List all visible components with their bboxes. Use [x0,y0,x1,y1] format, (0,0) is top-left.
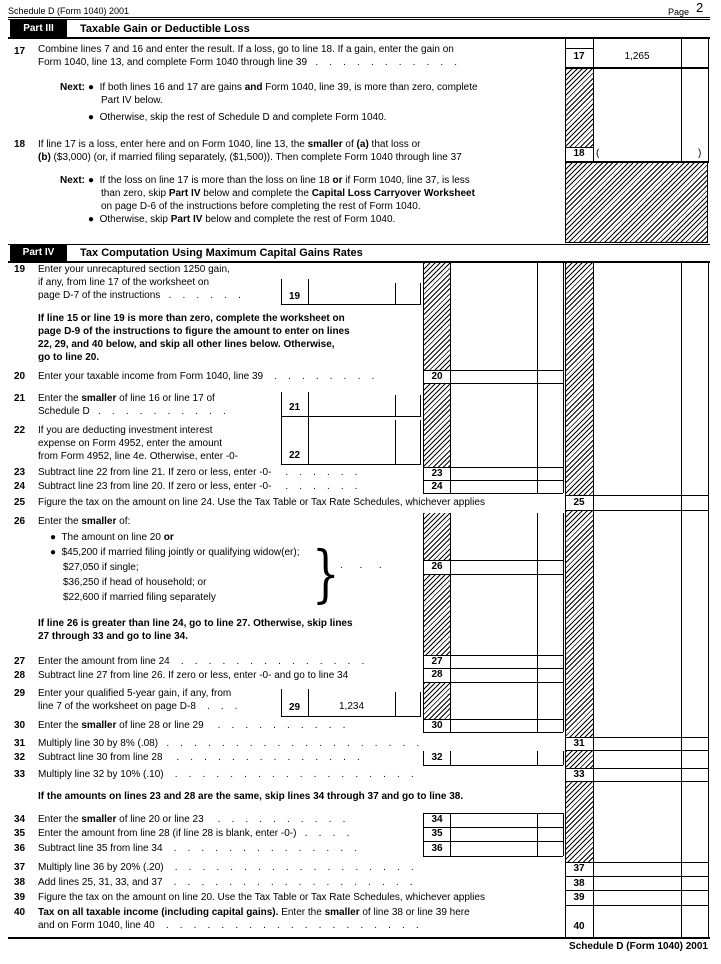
line-17-amount-cell[interactable] [594,49,681,66]
grid-mid-edge-border [563,813,564,856]
line-25-box-number: 25 [573,497,585,508]
hatch-17-18 [566,69,593,147]
line-32-row-bottom [423,765,563,766]
line-30-text: Enter the smaller of line 28 or line 29 . . . . . . . . . . [38,720,346,731]
line-39-text: Figure the tax on the amount on line 20. Use the Tax Table or Tax Rate Schedules, whichever applies [38,892,485,903]
line-24-number: 24 [14,481,26,492]
line-35-number: 35 [14,828,26,839]
line-28-amount-cell[interactable] [451,669,537,682]
line-32-box-tick [537,751,538,765]
grid-mid-cents-border [537,813,538,856]
part4-title: Tax Computation Using Maximum Capital Gains Rates [80,247,363,259]
hatch-right-25-31 [566,511,593,737]
part4-band-bottom-rule [8,261,710,263]
line-18-next-bullet2-text: ● Otherwise, skip Part IV below and complete the rest of Form 1040. [88,214,396,225]
line-30-number: 30 [14,720,26,731]
part3-title: Taxable Gain or Deductible Loss [80,23,250,35]
line-29-box-bottom [281,716,421,717]
note-26-text-1: If line 26 is greater than line 24, go to line 27. Otherwise, skip lines [38,618,353,629]
hatch-mid-28-30 [424,683,450,719]
line-23-text: Subtract line 22 from line 21. If zero or less, enter -0- . . . . . . [38,467,358,478]
grid-mid-numcol-border [450,513,451,732]
line-32-amount-cell[interactable] [451,752,537,765]
line-24-box-number: 24 [431,481,443,492]
line-40-text-2: and on Form 1040, line 40 . . . . . . . . . . . . . . . . . . . [38,920,419,931]
line-17-next-bullet2-text: ● Otherwise, skip the rest of Schedule D and complete Form 1040. [88,112,387,123]
line-26-bullet-1: ● The amount on line 20 or [50,532,174,543]
note-19-text-3: 22, 29, and 40 below, and skip all other lines below. Otherwise, [38,339,335,350]
grid-right-numcol-border [593,263,594,938]
line-18-text-1: If line 17 is a loss, enter here and on Form 1040, line 13, the smaller of (a) that loss or [38,139,421,150]
header-rule [8,17,710,18]
line-36-amount-cell[interactable] [451,843,537,856]
line-23-number: 23 [14,467,26,478]
line-18-open-paren: ( [596,148,600,159]
line-22-box-tick [395,420,396,465]
note-33-text: If the amounts on lines 23 and 28 are the same, skip lines 34 through 37 and go to line 38. [38,791,464,802]
line-32-text: Subtract line 30 from line 28 . . . . . . . . . . . . . . [38,752,360,763]
line-35-box-number: 35 [431,828,443,839]
line-37-box-number: 37 [573,863,585,874]
line-37-text: Multiply line 36 by 20% (.20) . . . . . . . . . . . . . . . . . . [38,862,414,873]
line-36-row-bottom [423,856,563,857]
hatch-mid-20-23 [424,384,450,467]
line-17-box-top [565,48,593,49]
line-19-box-tick [395,283,396,305]
line-21-text-2: Schedule D . . . . . . . . . . [38,406,226,417]
line-31-amount-cell[interactable] [594,738,681,750]
line-19-text-1: Enter your unrecaptured section 1250 gain, [38,264,230,275]
grid-right-cents-border [681,39,682,163]
line-37-amount-cell[interactable] [594,863,681,876]
line-37-number: 37 [14,862,26,873]
line-20-text: Enter your taxable income from Form 1040, line 39 . . . . . . . . [38,371,375,382]
line-29-box-tick [395,692,396,717]
grid-right-cents-border [681,263,682,938]
line-21-text-1: Enter the smaller of line 16 or line 17 of [38,393,215,404]
line-22-box-tick [420,420,421,465]
line-26-amount-cell[interactable] [451,561,537,574]
line-18-next-bullet1-text-3: on page D-6 of the instructions before completing the rest of Form 1040. [101,201,421,212]
line-29-amount-cell[interactable] [309,692,394,716]
line-18-next-bullet1-text-2: than zero, skip Part IV below and complete the Capital Loss Carryover Worksheet [101,188,475,199]
line-33-number: 33 [14,769,26,780]
line-19-text-2: if any, from line 17 of the worksheet on [38,277,210,288]
footer-rule [8,937,710,939]
part3-label: Part III [10,20,67,37]
line-25-text: Figure the tax on the amount on line 24. Use the Tax Table or Tax Rate Schedules, whichever applies [38,497,485,508]
line-34-box-number: 34 [431,814,443,825]
line-19-box-tick [420,283,421,305]
part4-label: Part IV [10,245,67,261]
line-31-text: Multiply line 30 by 8% (.08) . . . . . . . . . . . . . . . . . . . [38,738,420,749]
line-38-box-number: 38 [573,878,585,889]
line-21-amount-cell[interactable] [309,394,395,416]
line-26-bullet-2d: $22,600 if married filing separately [63,592,216,603]
line-31-number: 31 [14,738,26,749]
line-39-amount-cell[interactable] [594,891,681,905]
line-18-next-bullet1-text-1: ● If the loss on line 17 is more than the loss on line 18 or if Form 1040, line 37, is less [88,175,470,186]
line-34-text: Enter the smaller of line 20 or line 23 . . . . . . . . . . [38,814,346,825]
line-30-row-bottom [423,732,563,733]
line-38-number: 38 [14,877,26,888]
grid-mid-edge-border [563,513,564,732]
line-26-brace: } [312,537,340,610]
line-35-text: Enter the amount from line 28 (if line 28 is blank, enter -0-) . . . . [38,828,350,839]
line-27-box-number: 27 [431,656,443,667]
line-18-amount-cell[interactable] [594,147,708,161]
line-22-text-2: expense on Form 4952, enter the amount [38,438,223,449]
line-27-text: Enter the amount from line 24 . . . . . . . . . . . . . . [38,656,365,667]
footer-form-title: Schedule D (Form 1040) 2001 [569,941,708,952]
line-21-box-tick [420,395,421,417]
line-23-amount-cell[interactable] [451,468,537,480]
line-40-box-number: 40 [573,921,585,932]
line-26-box-number: 26 [431,561,443,572]
line-19-text-3: page D-7 of the instructions . . . . . . [38,290,241,301]
line-27-number: 27 [14,656,26,667]
line-38-text: Add lines 25, 31, 33, and 37 . . . . . . . . . . . . . . . . . . [38,877,413,888]
line-29-text-1: Enter your qualified 5-year gain, if any, from [38,688,232,699]
line-24-amount-cell[interactable] [451,481,537,493]
line-28-text: Subtract line 27 from line 26. If zero or less, enter -0- and go to line 34 [38,670,349,681]
line-40-number: 40 [14,907,26,918]
hatch-right-33-37 [566,782,593,862]
part3-band-top-rule [8,19,710,20]
grid-mid-cents-border [537,513,538,732]
line-40-amount-cell[interactable] [594,906,681,937]
line-34-amount-cell[interactable] [451,814,537,827]
line-29-box-tick [420,692,421,717]
line-22-box-bottom [281,464,421,465]
line-20-number: 20 [14,371,26,382]
line-26-bullet-2c: $36,250 if head of household; or [63,577,207,588]
line-18-close-paren: ) [698,148,702,159]
grid-right-edge-border [708,39,709,163]
line-21-box-tick [395,395,396,417]
line-17-next-bullet1-text-1: ● If both lines 16 and 17 are gains and Form 1040, line 39, is more than zero, complete [88,82,478,93]
line-27-amount-cell[interactable] [451,656,537,668]
line-33-amount-cell[interactable] [594,769,681,781]
line-20-amount-cell[interactable] [451,371,537,383]
line-18-text-2: (b) ($3,000) (or, if married filing separately, ($1,500)). Then complete Form 1040 through line 37 [38,152,462,163]
line-33-text: Multiply line 32 by 10% (.10) . . . . . . . . . . . . . . . . . . [38,769,414,780]
line-34-number: 34 [14,814,26,825]
line-24-text: Subtract line 23 from line 20. If zero or less, enter -0- . . . . . . [38,481,358,492]
line-22-amount-cell[interactable] [309,419,395,464]
line-32-box-tick [563,751,564,765]
grid-mid-edge-border [563,263,564,493]
line-23-box-number: 23 [431,468,443,479]
grid-right-edge-border [708,263,709,938]
line-35-amount-cell[interactable] [451,828,537,841]
line-28-box-number: 28 [431,669,443,680]
line-18-next-label: Next: [60,175,86,186]
line-17-box-number: 17 [573,51,585,62]
line-26-dot-leader: . . . [340,560,382,571]
line-36-text: Subtract line 35 from line 34 . . . . . . . . . . . . . . [38,843,357,854]
header-page-word: Page [668,7,690,17]
hatch-mid-above-26 [424,513,450,560]
line-35-36-divider [423,841,563,842]
line-29-text-2: line 7 of the worksheet on page D-8 . . . [38,701,238,712]
hatch-right-above-25 [566,263,593,495]
hatch-mid-above-20 [424,263,450,370]
hatch-part3-block [565,162,708,243]
line-32-number: 32 [14,752,26,763]
line-19-amount-cell[interactable] [309,282,395,304]
note-19-text-2: page D-9 of the instructions to figure the amount to enter on lines [38,326,350,337]
line-29-amount-value: 1,234 [338,701,365,712]
line-22-text-3: from Form 4952, line 4e. Otherwise, enter -0- [38,451,239,462]
line-21-box-number: 21 [288,402,301,413]
line-17-text-2: Form 1040, line 13, and complete Form 1040 through line 39 . . . . . . . . . . . [38,57,458,68]
line-19-box-bottom [281,304,421,305]
line-22-text-1: If you are deducting investment interest [38,425,213,436]
note-26-text-2: 27 through 33 and go to line 34. [38,631,189,642]
line-39-box-number: 39 [573,892,585,903]
line-29-number: 29 [14,688,26,699]
line-17-text-1: Combine lines 7 and 16 and enter the result. If a loss, go to line 18. If a gain, enter the gain on [38,44,454,55]
line-28-number: 28 [14,670,26,681]
line-31-box-number: 31 [573,738,585,749]
line-36-number: 36 [14,843,26,854]
header-page-number: 2 [696,0,704,15]
line-25-amount-cell[interactable] [594,496,681,510]
line-26-number: 26 [14,516,26,527]
line-20-box-number: 20 [431,371,443,382]
note-19-text-1: If line 15 or line 19 is more than zero, complete the worksheet on [38,313,345,324]
line-26-bullet-2: ● $45,200 if married filing jointly or qualifying widow(er); [50,547,300,558]
header-form-title: Schedule D (Form 1040) 2001 [8,6,130,16]
line-22-number: 22 [14,425,26,436]
hatch-mid-26-27 [424,575,450,655]
part4-band-top-rule [8,244,710,245]
line-17-next-label: Next: [60,82,86,93]
hatch-right-31-33 [566,751,593,768]
line-33-box-number: 33 [573,769,585,780]
line-32-box-number: 32 [431,752,443,763]
line-39-number: 39 [14,892,26,903]
line-38-amount-cell[interactable] [594,877,681,890]
line-19-number: 19 [14,264,26,275]
line-26-text: Enter the smaller of: [38,516,131,527]
line-29-box-number: 29 [288,702,301,713]
part3-band-bottom-rule [8,37,710,39]
line-30-amount-cell[interactable] [451,720,537,732]
line-19-box-number: 19 [288,291,301,302]
line-25-number: 25 [14,497,26,508]
line-17-next-bullet1-text-2: Part IV below. [101,95,163,106]
grid-mid-cents-border [537,263,538,493]
line-40-text-1: Tax on all taxable income (including capital gains). Enter the smaller of line 38 or line 39 here [38,907,470,918]
line-22-box-number: 22 [288,450,301,461]
line-18-box-number: 18 [573,148,585,159]
line-30-box-number: 30 [431,720,443,731]
line-18-number: 18 [14,139,26,150]
note-19-text-4: go to line 20. [38,352,100,363]
line-26-bullet-2b: $27,050 if single; [63,562,139,573]
line-21-number: 21 [14,393,26,404]
line-24-row-bottom [423,493,563,494]
line-36-box-number: 36 [431,843,443,854]
line-17-amount-value: 1,265 [624,51,650,62]
line-17-number: 17 [14,46,26,57]
line-21-box-bottom [281,416,421,417]
